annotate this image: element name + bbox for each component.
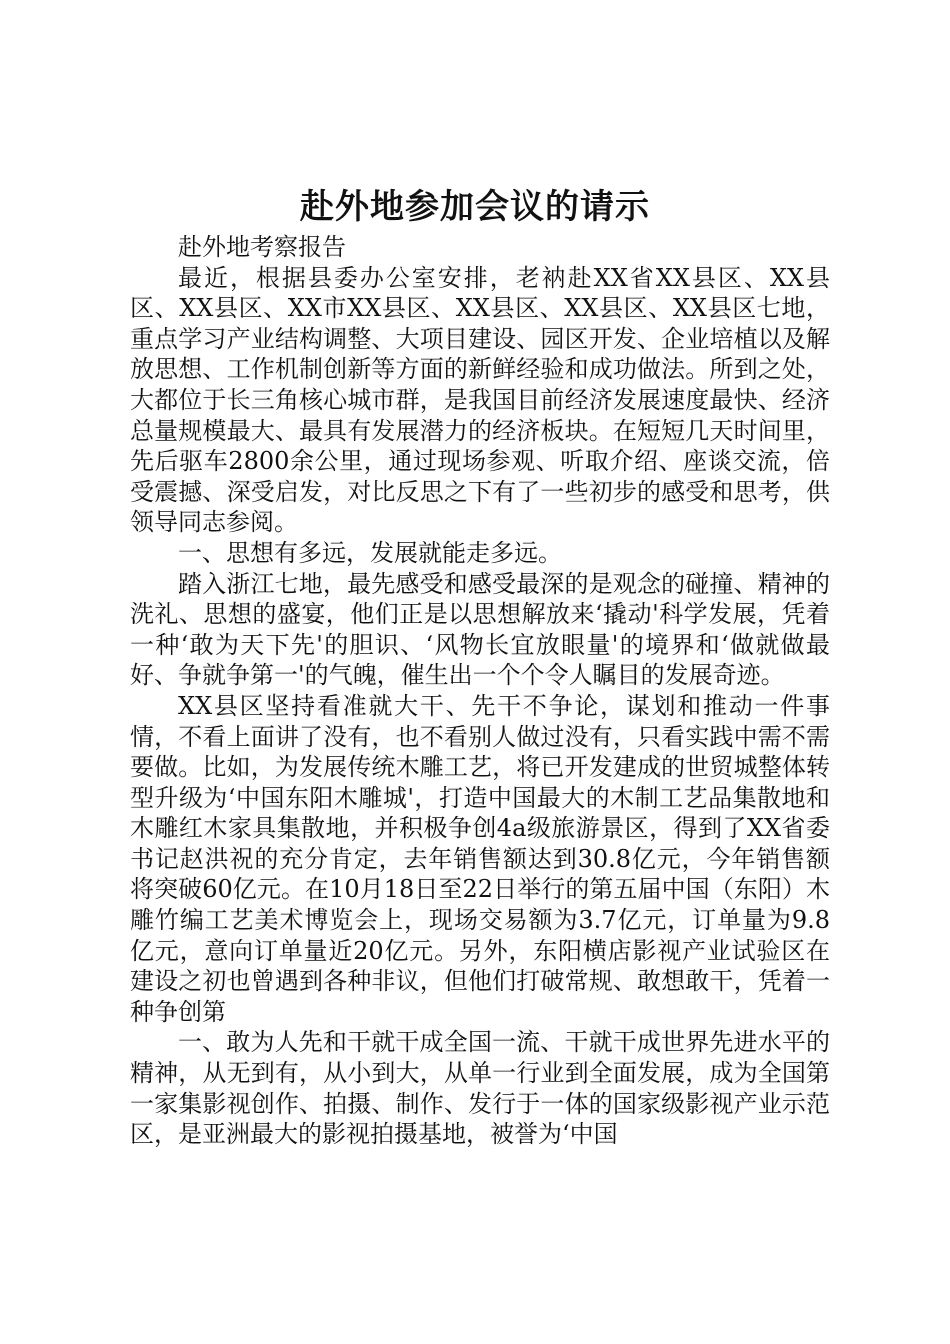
section-heading-1: 一、思想有多远，发展就能走多远。: [178, 538, 562, 567]
paragraph-zhejiang: 踏入浙江七地，最先感受和感受最深的是观念的碰撞、精神的洗礼、思想的盛宴，他们正是以思想解放来‘撬动'科学发展，凭着一种‘敢为天下先'的胆识、‘风物长宜放眼量'的境界和‘做就做最好、争就争第一'的气魄，催生出一个个令人瞩目的发展奇迹。: [130, 569, 830, 690]
paragraph-county-example: XX县区坚持看准就大干、先干不争论，谋划和推动一件事情，不看上面讲了没有，也不看别人做过没有，只看实践中需不需要做。比如，为发展传统木雕工艺，将已开发建成的世贸城整体转型升级为‘中国东阳木雕城'，打造中国最大的木制工艺品集散地和木雕红木家具集散地，并积极争创4a级旅游景区，得到了XX省委书记赵洪祝的充分肯定，去年销售额达到30.8亿元，今年销售额将突破60亿元。在10月18日至22日举行的第五届中国（东阳）木雕竹编工艺美术博览会上，现场交易额为3.7亿元，订单量为9.8亿元，意向订单量近20亿元。另外，东阳横店影视产业试验区在建设之初也曾遇到各种非议，但他们打破常规、敢想敢干，凭着一种争创第: [130, 691, 830, 1026]
paragraph-subtitle: 赴外地考察报告: [178, 233, 346, 261]
paragraph-intro: 最近，根据县委办公室安排，老衲赴XX省XX县区、XX县区、XX县区、XX市XX县区、XX县区、XX县区、XX县区七地，重点学习产业结构调整、大项目建设、园区开发、企业培植以及解放思想、工作机制创新等方面的新鲜经验和成功做法。所到之处，大都位于长三角核心城市群，是我国目前经济发展速度最快、经济总量规模最大、最具有发展潜力的经济板块。在短短几天时间里，先后驱车2800余公里，通过现场参观、听取介绍、座谈交流，倍受震撼、深受启发，对比反思之下有了一些初步的感受和思考，供领导同志参阅。: [130, 263, 830, 537]
paragraph-hengdian: 一、敢为人先和干就干成全国一流、干就干成世界先进水平的精神，从无到有，从小到大，从单一行业到全面发展，成为全国第一家集影视创作、拍摄、制作、发行于一体的国家级影视产业示范区，是亚洲最大的影视拍摄基地，被誉为‘中国: [130, 1028, 830, 1149]
document-body: [130, 232, 830, 1150]
document-title: 赴外地参加会议的请示: [300, 187, 650, 227]
